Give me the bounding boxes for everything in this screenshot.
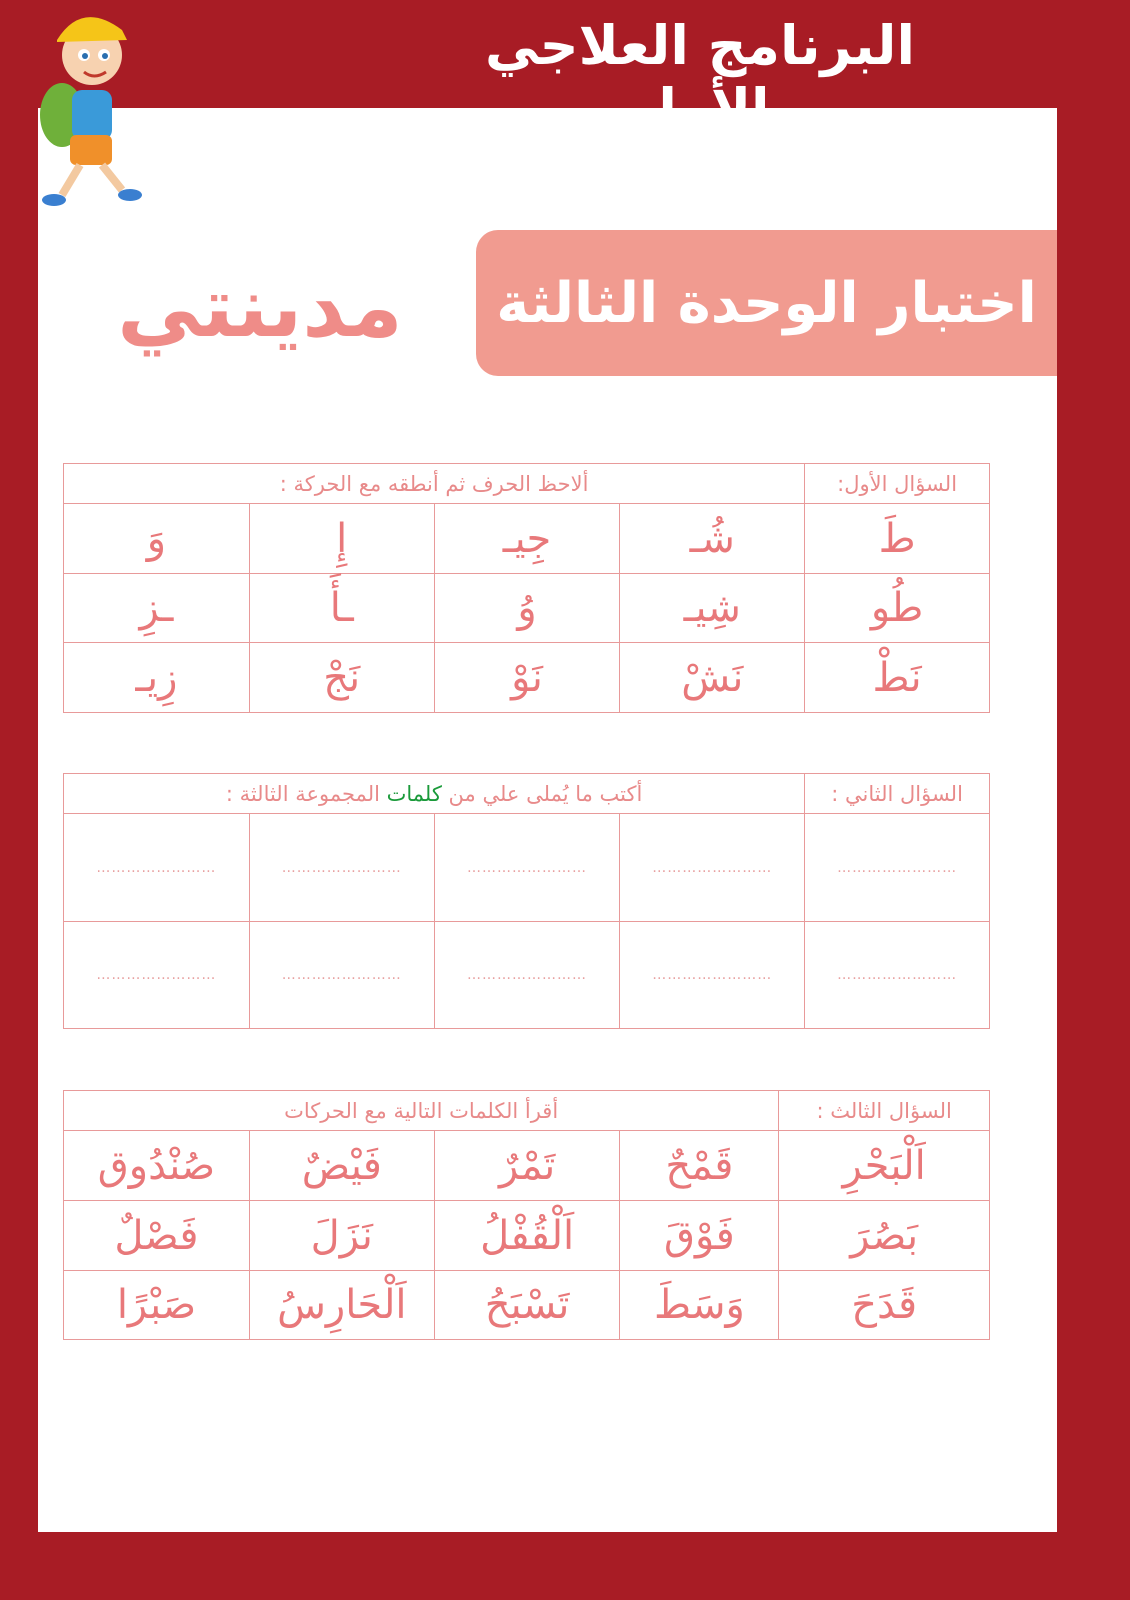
- word-cell: فَيْضٌ: [249, 1131, 434, 1201]
- word-cell: بَصُرَ: [779, 1201, 990, 1271]
- letter-cell: شِيـ: [620, 574, 805, 643]
- instruction-text: المجموعة الثالثة :: [225, 781, 387, 806]
- instruction-text: أكتب ما يُملى علي من: [441, 781, 643, 806]
- letter-cell: زِيـ: [64, 643, 250, 713]
- word-cell: اَلْقُفْلُ: [434, 1201, 620, 1271]
- dictation-blank[interactable]: ……………………: [805, 922, 990, 1029]
- letter-cell: ـأَ: [249, 574, 434, 643]
- dictation-blank[interactable]: ……………………: [64, 814, 250, 922]
- letter-cell: إِ: [249, 504, 434, 574]
- question-1-instruction: ألاحظ الحرف ثم أنطقه مع الحركة :: [64, 464, 805, 504]
- question-2-instruction: [64, 774, 805, 814]
- unit-name: مدينتي: [117, 258, 403, 356]
- dictation-blank[interactable]: ……………………: [249, 814, 434, 922]
- program-title: البرنامج العلاجي الأول: [485, 14, 915, 140]
- highlighted-word: كلمات: [386, 781, 442, 806]
- word-cell: صُنْدُوق: [64, 1131, 250, 1201]
- test-banner: اختبار الوحدة الثالثة: [476, 230, 1057, 376]
- dictation-blank[interactable]: ……………………: [805, 814, 990, 922]
- word-cell: قَمْحٌ: [620, 1131, 779, 1201]
- dictation-blank[interactable]: ……………………: [620, 922, 805, 1029]
- letter-cell: شُـ: [620, 504, 805, 574]
- letter-cell: طُو: [805, 574, 990, 643]
- dictation-blank[interactable]: ……………………: [620, 814, 805, 922]
- question-3-table: [63, 1090, 990, 1340]
- dictation-blank[interactable]: ……………………: [249, 922, 434, 1029]
- question-2-table: [63, 773, 990, 1029]
- boy-illustration: [22, 0, 152, 215]
- letter-cell: نَشْ: [620, 643, 805, 713]
- word-cell: قَدَحَ: [779, 1271, 990, 1340]
- letter-cell: ـزِ: [64, 574, 250, 643]
- letter-cell: نَطْ: [805, 643, 990, 713]
- letter-cell: وُ: [434, 574, 620, 643]
- word-cell: تَمْرٌ: [434, 1131, 620, 1201]
- letter-cell: طَ: [805, 504, 990, 574]
- dictation-blank[interactable]: ……………………: [434, 922, 620, 1029]
- word-cell: وَسَطَ: [620, 1271, 779, 1340]
- question-1-label: السؤال الأول:: [805, 464, 990, 504]
- dictation-blank[interactable]: ……………………: [434, 814, 620, 922]
- dictation-blank[interactable]: ……………………: [64, 922, 250, 1029]
- word-cell: صَبْرًا: [64, 1271, 250, 1340]
- word-cell: تَسْبَحُ: [434, 1271, 620, 1340]
- word-cell: فَوْقَ: [620, 1201, 779, 1271]
- word-cell: نَزَلَ: [249, 1201, 434, 1271]
- word-cell: اَلْحَارِسُ: [249, 1271, 434, 1340]
- question-2-label: السؤال الثاني :: [805, 774, 990, 814]
- word-cell: فَصْلٌ: [64, 1201, 250, 1271]
- word-cell: اَلْبَحْرِ: [779, 1131, 990, 1201]
- letter-cell: وَ: [64, 504, 250, 574]
- question-3-instruction: أقرأ الكلمات التالية مع الحركات: [64, 1091, 779, 1131]
- question-1-table: [63, 463, 990, 713]
- letter-cell: نَوْ: [434, 643, 620, 713]
- letter-cell: جِيـ: [434, 504, 620, 574]
- question-3-label: السؤال الثالث :: [779, 1091, 990, 1131]
- letter-cell: نَجْ: [249, 643, 434, 713]
